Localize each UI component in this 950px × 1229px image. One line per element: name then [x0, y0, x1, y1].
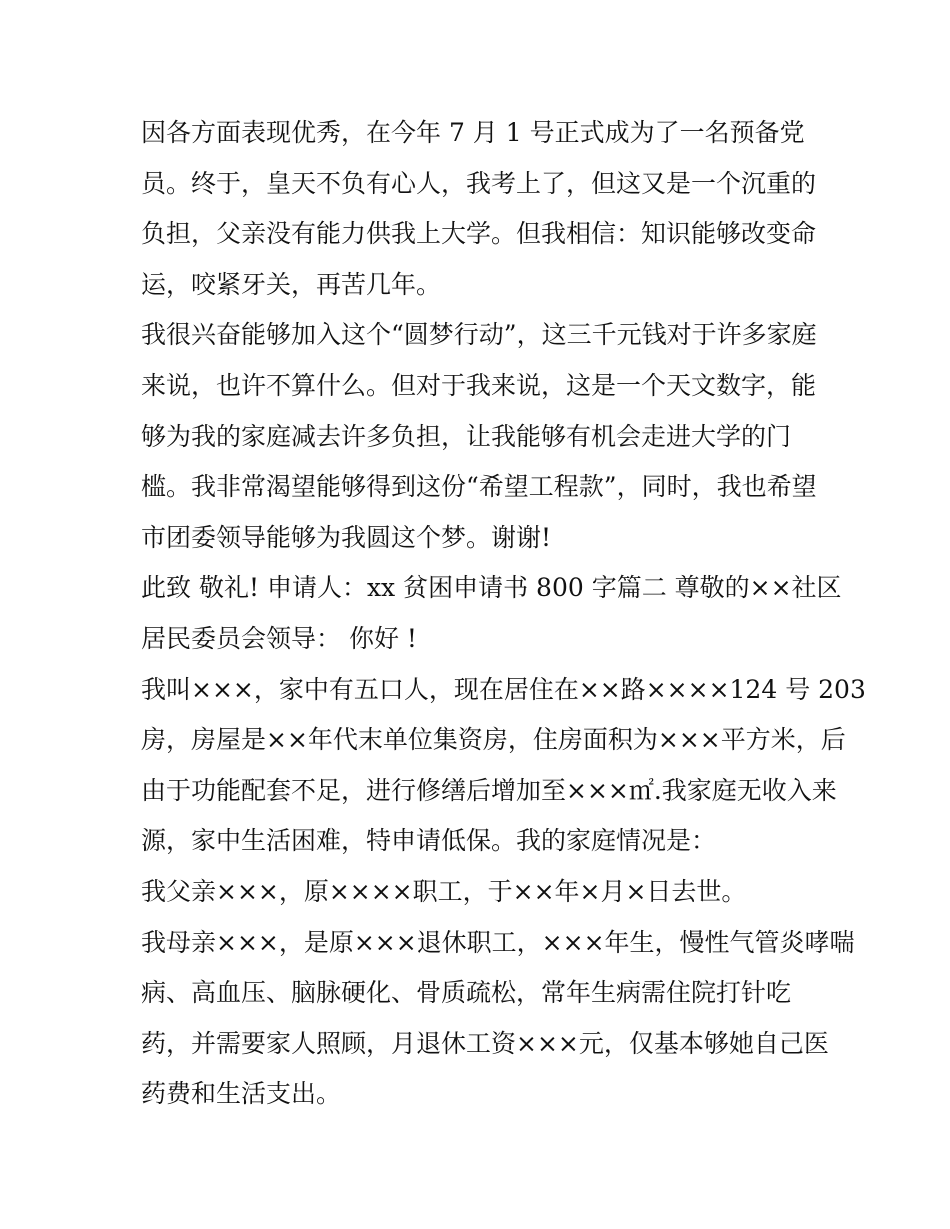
text-line: 此致 敬礼! 申请人：xx 贫困申请书 800 字篇二 尊敬的××社区	[141, 573, 842, 603]
document-body	[141, 108, 866, 1120]
paragraph-6	[141, 918, 855, 1120]
text-line: 药费和生活支出。	[141, 1079, 342, 1109]
text-line: 由于功能配套不足，进行修缮后增加至×××㎡.我家庭无收入来	[141, 775, 837, 805]
text-line: 员。终于，皇天不负有心人，我考上了，但这又是一个沉重的	[141, 168, 817, 198]
paragraph-2	[141, 310, 821, 563]
paragraph-3	[141, 563, 842, 664]
text-line: 房，房屋是××年代末单位集资房，住房面积为×××平方米，后	[141, 725, 846, 755]
text-line: 我很兴奋能够加入这个“圆梦行动”，这三千元钱对于许多家庭	[141, 320, 817, 350]
text-line: 我母亲×××，是原×××退休职工，×××年生，慢性气管炎哮喘	[141, 927, 855, 957]
paragraph-4	[141, 665, 866, 867]
text-line: 病、高血压、脑脉硬化、骨质疏松，常年生病需住院打针吃	[141, 978, 792, 1008]
paragraph-1	[141, 108, 821, 310]
text-line: 我父亲×××，原××××职工，于××年×月×日去世。	[141, 876, 747, 906]
text-line: 药，并需要家人照顾，月退休工资×××元，仅基本够她自己医	[141, 1028, 829, 1058]
text-line: 槛。我非常渴望能够得到这份“希望工程款”，同时，我也希望	[141, 472, 817, 502]
text-line: 居民委员会领导： 你好 !	[141, 623, 417, 653]
text-line: 负担，父亲没有能力供我上大学。但我相信：知识能够改变命	[141, 219, 817, 249]
text-line: 运，咬紧牙关，再苦几年。	[141, 269, 442, 299]
paragraph-5	[141, 867, 821, 918]
text-line: 市团委领导能够为我圆这个梦。谢谢!	[141, 522, 552, 552]
text-line: 够为我的家庭减去许多负担，让我能够有机会走进大学的门	[141, 421, 792, 451]
text-line: 我叫×××，家中有五口人，现在居住在××路××××124 号 203	[141, 674, 866, 704]
text-line: 来说，也许不算什么。但对于我来说，这是一个天文数字，能	[141, 370, 817, 400]
text-line: 源，家中生活困难，特申请低保。我的家庭情况是：	[141, 826, 717, 856]
text-line: 因各方面表现优秀，在今年 7 月 1 号正式成为了一名预备党	[141, 118, 805, 147]
